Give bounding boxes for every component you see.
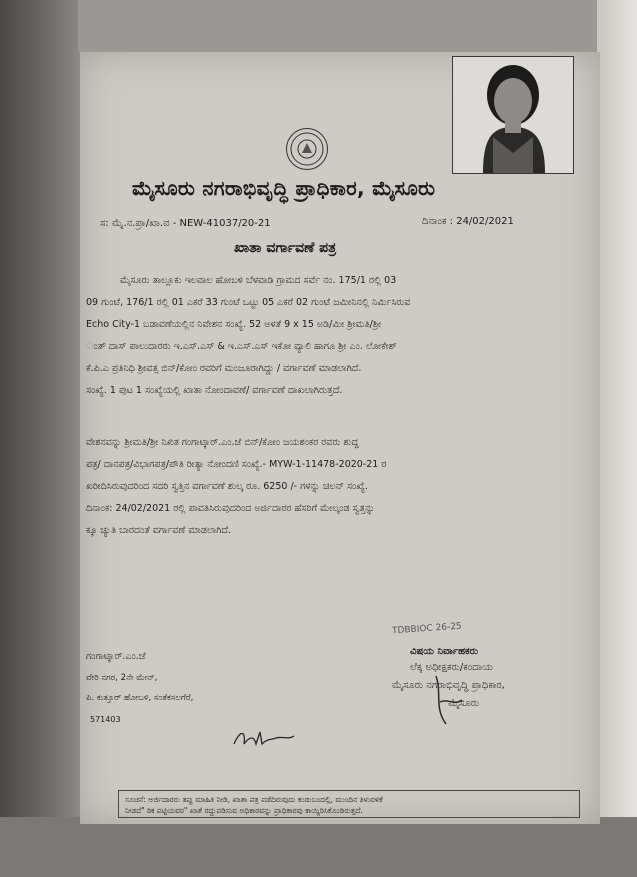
khata-transfer-document: [80, 52, 600, 824]
authority-emblem-icon: [286, 128, 328, 170]
signatory-authority: ಮೈಸೂರು ನಗರಾಭಿವೃದ್ಧಿ ಪ್ರಾಧಿಕಾರ,: [392, 680, 505, 691]
paragraph1-line: ಕೆ.ಪಿ.ಎ ಪ್ರತಿನಿಧಿ ಶ್ರೀವತ್ಸ ಬಿನ್/ಕೋಂ ರವರಿಗೆ ಮಂಜೂರಾಗಿದ್ದು / ವರ್ಗಾವಣೆ ಮಾಡಲಾಗಿದೆ.: [86, 363, 362, 374]
footer-notice-line: ನೀಡದೆ" ಠಿಕ ಪಟ್ಟಿಯವರ" ಖಾತೆ ರದ್ದುಪಡಿಸುವ ಅಧಿಕಾರವನ್ನು ಪ್ರಾಧಿಕಾರವು ಕಾಯ್ದಿರಿಸಿಕೊಂಡಿರುತ್ತದೆ.: [125, 806, 363, 815]
paragraph2-line: ವೇಶನವನ್ನು ಶ್ರೀಮತಿ/ಶ್ರೀ ನಿಖಿತ ಗಂಗಾಟ್ಕಾರ್.ಎಂ.ಜೆ ಬಿನ್/ಕೋಂ ಜಯಶಂಕರ ರವರು ಶುದ್ಧ: [86, 437, 359, 448]
issue-date: ದಿನಾಂಕ : 24/02/2021: [422, 216, 514, 227]
signatory-city: ಮೈಸೂರು: [448, 698, 480, 709]
paragraph1-line: ಸಂಖ್ಯೆ. 1 ಪುಟ 1 ಸಂಖ್ಯೆಯಲ್ಲಿ ಖಾತಾ ನೋಂದಾವಣೆ/ ವರ್ಗಾವಣೆ ದಾಖಲಾಗಿರುತ್ತದೆ.: [86, 385, 343, 396]
addressee-pincode: 571403: [90, 715, 121, 724]
applicant-signature: [232, 726, 296, 750]
paragraph1-line: ಂತ್ ದಾಸ್ ಪಾಲುದಾರರು ಇ.ಎಸ್.ಎಸ್ & ಇ.ಎಸ್.ಎಸ್ ಇಕೋ ವ್ಯಾಲಿ ಹಾಗೂ ಶ್ರೀ ಎಂ. ಲೋಕೇಶ್: [86, 341, 397, 352]
paragraph1-line: 09 ಗುಂಟೆ, 176/1 ರಲ್ಲಿ 01 ಎಕರೆ 33 ಗುಂಟೆ ಒಟ್ಟು 05 ಎಕರೆ 02 ಗುಂಟೆ ಜಮೀನಿನಲ್ಲಿ ನಿರ್ಮಿಸಿರುವ: [86, 297, 411, 308]
authority-title: ಮೈಸೂರು ನಗರಾಭಿವೃದ್ಧಿ ಪ್ರಾಧಿಕಾರ, ಮೈಸೂರು: [132, 176, 436, 200]
scan-right-edge: [597, 0, 637, 877]
document-title: ಖಾತಾ ವರ್ಗಾವಣೆ ಪತ್ರ: [234, 240, 337, 256]
addressee-line: ಗಂಗಾಟ್ಕಾರ್.ಎಂ.ಜೆ: [86, 651, 146, 662]
scan-bottom-margin: [0, 817, 637, 877]
applicant-photo: [452, 56, 574, 174]
paragraph2-line: ದಿನಾಂಕ: 24/02/2021 ರಲ್ಲಿ ಪಾವತಿಸಿರುವುದರಿಂದ ಅರ್ಜಿದಾರರ ಹೆಸರಿಗೆ ಮೇಲ್ಕಂಡ ಸ್ವತ್ತನ್ನು: [86, 503, 375, 514]
signatory-designation: ಲೆಕ್ಕ ಅಧೀಕ್ಷಕರು/ಕಂದಾಯ: [410, 662, 493, 673]
paragraph1-line: ಮೈಸೂರು ತಾಲ್ಲೂಕು ಇಲವಾಲ ಹೋಬಳಿ ಬೆಳವಾಡಿ ಗ್ರಾಮದ ಸರ್ವೆ ನಂ. 175/1 ರಲ್ಲಿ 03: [120, 275, 397, 286]
footer-notice: [118, 790, 580, 818]
scan-top-margin: [0, 0, 637, 52]
footer-notice-line: ಸೂಚನೆ: ಅರ್ಜಿದಾರರು ತಪ್ಪು ಮಾಹಿತಿ ನೀಡಿ, ಖಾತಾ ಪತ್ರ ಪಡೆದಿರುವುದು ಕಂಡುಬಂದಲ್ಲಿ, ಮುಂದಿನ ತಿಳುವಳಿಕೆ: [125, 795, 383, 804]
paragraph2-line: ಖರೀದಿಸಿರುವುದರಿಂದ ಸದರಿ ಸ್ವತ್ತಿನ ವರ್ಗಾವಣೆ ಶುಲ್ಕ ರೂ. 6250 /- ಗಳನ್ನು ಚಲನ್ ಸಂಖ್ಯೆ.: [86, 481, 368, 492]
paragraph1-line: Echo City-1 ಬಡಾವಣೆಯಲ್ಲಿನ ನಿವೇಶನ ಸಂಖ್ಯೆ. 52 ಅಳತೆ 9 x 15 ಅಡಿ/ಮೀ ಶ್ರೀಮತಿ/ಶ್ರೀ: [86, 319, 382, 330]
scan-left-shadow: [0, 0, 78, 877]
signatory-designation: ವಿಷಯ ನಿರ್ವಾಹಕರು: [410, 646, 479, 657]
person-photo-icon: [453, 57, 573, 173]
signature-mark: [432, 672, 472, 728]
reference-number: ಸ: ಮೈ.ನ.ಪ್ರಾ/ಖಾ.ವ - NEW-41037/20-21: [100, 218, 271, 229]
addressee-line: ಪಿ. ಕುತ್ತೂರ್ ಹೋಬಳಿ, ಸಂತೆಕಸಲಗೆರೆ,: [86, 693, 194, 703]
addressee-line: ವೇರಿ ನಗರ, 2ನೇ ಮೇನ್,: [86, 673, 158, 683]
paragraph2-line: ಕ್ಕೂ ಚ್ಯುತಿ ಬಾರದಂತೆ ವರ್ಗಾವಣೆ ಮಾಡಲಾಗಿದೆ.: [86, 525, 232, 536]
paragraph2-line: ಪತ್ರ/ ದಾನಪತ್ರ/ವಿಭಾಗಪತ್ರ/ಪೌತಿ ರೀತ್ಯಾ ನೋಂದಣಿ ಸಂಖ್ಯೆ.- MYW-1-11478-2020-21 ರ: [86, 459, 387, 470]
handwritten-scribble: TDBBIOC 26-25: [391, 621, 463, 637]
